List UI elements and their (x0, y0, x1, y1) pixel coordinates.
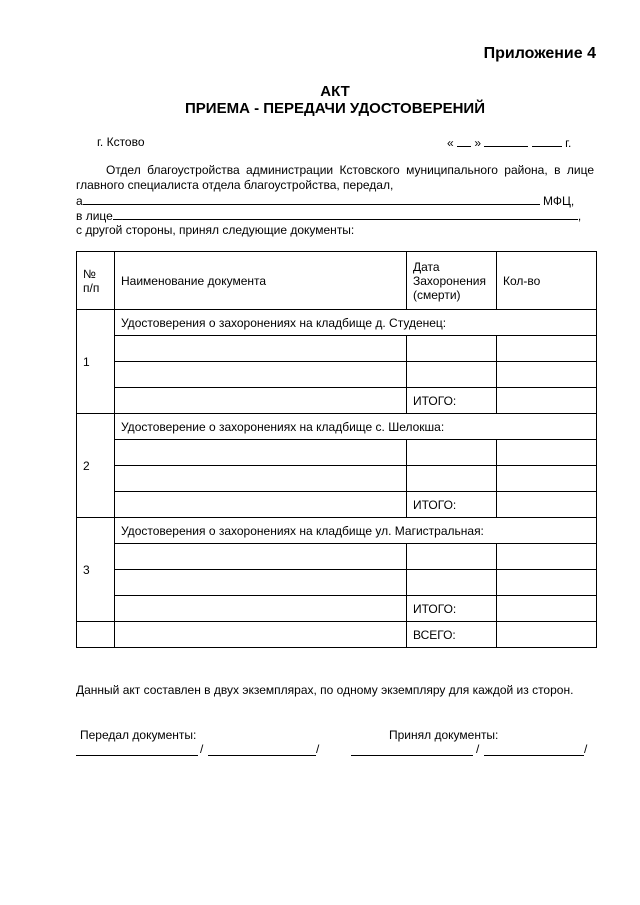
doc-name-cell[interactable] (115, 440, 407, 466)
qty-cell[interactable] (497, 336, 597, 362)
section-2-total-qty[interactable] (497, 492, 597, 518)
section-1-number: 1 (77, 310, 115, 414)
date-cell[interactable] (407, 466, 497, 492)
sender-separator-end: / (316, 742, 320, 756)
city: г. Кстово (97, 135, 145, 149)
doc-name-cell[interactable] (115, 336, 407, 362)
table-row (77, 336, 597, 362)
document-title: АКТ (320, 83, 350, 100)
header-name: Наименование документа (115, 252, 407, 310)
receiver-separator: / (476, 742, 480, 756)
section-1-total-label: ИТОГО: (407, 388, 497, 414)
other-side-text: с другой стороны, принял следующие документы: (76, 223, 355, 237)
section-1-title: Удостоверения о захоронениях на кладбище д. Студенец: (115, 310, 597, 336)
section-3-total-label: ИТОГО: (407, 596, 497, 622)
section-3-number: 3 (77, 518, 115, 622)
table-header-row (77, 252, 597, 310)
section-1-title-row (77, 310, 597, 336)
closing-paragraph: Данный акт составлен в двух экземплярах, по одному экземпляру для каждой из сторон. (76, 683, 574, 697)
table-row (77, 544, 597, 570)
header-num: № п/п (77, 252, 115, 310)
section-3-title-row (77, 518, 597, 544)
table-row (77, 570, 597, 596)
grand-total-row (77, 622, 597, 648)
section-1-total-qty[interactable] (497, 388, 597, 414)
section-2-total-label: ИТОГО: (407, 492, 497, 518)
date-cell[interactable] (407, 570, 497, 596)
section-2-number: 2 (77, 414, 115, 518)
receiver-label: Принял документы: (389, 728, 499, 742)
grand-total-qty[interactable] (497, 622, 597, 648)
date-field: « » г. (447, 136, 572, 150)
qty-cell[interactable] (497, 362, 597, 388)
table-row (77, 466, 597, 492)
section-3-title: Удостоверения о захоронениях на кладбище ул. Магистральная: (115, 518, 597, 544)
section-1-total-row (77, 388, 597, 414)
doc-name-cell[interactable] (115, 362, 407, 388)
line-a: а МФЦ, (76, 194, 575, 208)
date-cell[interactable] (407, 336, 497, 362)
doc-name-cell[interactable] (115, 570, 407, 596)
document-subtitle: ПРИЕМА - ПЕРЕДАЧИ УДОСТОВЕРЕНИЙ (185, 100, 485, 117)
receiver-signature-line[interactable] (351, 755, 473, 756)
table-row (77, 440, 597, 466)
qty-cell[interactable] (497, 544, 597, 570)
sender-separator: / (200, 742, 204, 756)
section-2-title-row (77, 414, 597, 440)
intro-paragraph: Отдел благоустройства администрации Кстовского муниципального района, в лице главного специалиста отдела благоустройства, передал, (76, 163, 594, 192)
date-cell[interactable] (407, 440, 497, 466)
doc-name-cell[interactable] (115, 544, 407, 570)
date-cell[interactable] (407, 544, 497, 570)
header-qty: Кол-во (497, 252, 597, 310)
doc-name-cell[interactable] (115, 466, 407, 492)
sender-name-line[interactable] (208, 755, 316, 756)
section-3-total-qty[interactable] (497, 596, 597, 622)
line-v: в лице , (76, 209, 582, 223)
qty-cell[interactable] (497, 440, 597, 466)
table-row (77, 362, 597, 388)
appendix-label: Приложение 4 (483, 45, 596, 62)
documents-table (76, 251, 597, 648)
qty-cell[interactable] (497, 466, 597, 492)
section-3-total-row (77, 596, 597, 622)
qty-cell[interactable] (497, 570, 597, 596)
sender-label: Передал документы: (80, 728, 197, 742)
section-2-title: Удостоверение о захоронениях на кладбище с. Шелокша: (115, 414, 597, 440)
header-date: Дата Захоронения (смерти) (407, 252, 497, 310)
grand-total-label: ВСЕГО: (407, 622, 497, 648)
date-cell[interactable] (407, 362, 497, 388)
section-2-total-row (77, 492, 597, 518)
receiver-name-line[interactable] (484, 755, 584, 756)
receiver-separator-end: / (584, 742, 588, 756)
sender-signature-line[interactable] (76, 755, 198, 756)
